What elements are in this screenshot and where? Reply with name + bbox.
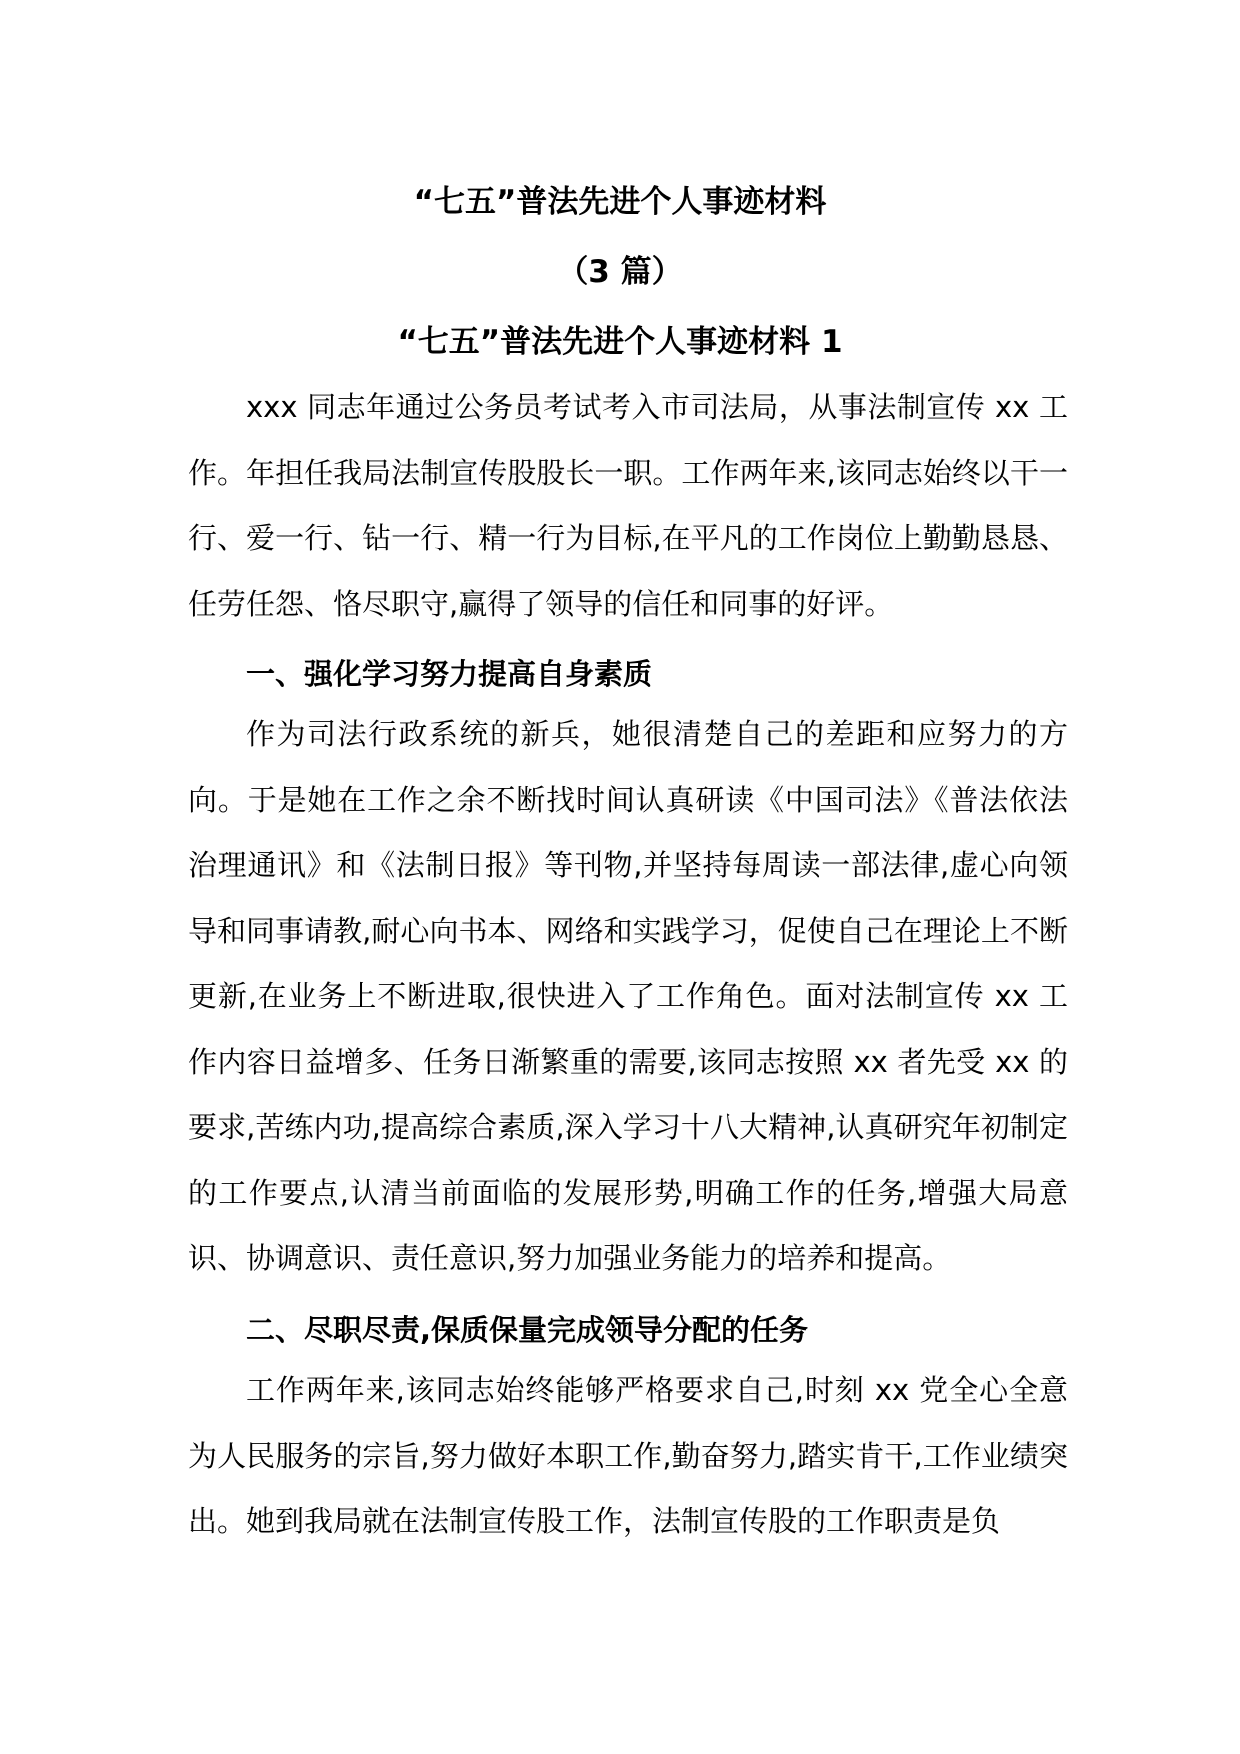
paragraph-study: 作为司法行政系统的新兵，她很清楚自己的差距和应努力的方向。于是她在工作之余不断找时间认真研读《中国司法》《普法依法治理通讯》和《法制日报》等刊物,并坚持每周读一部法律,虚心向领导和同事请教,耐心向书本、网络和实践学习，促使自己在理论上不断更新,在业务上不断进取,很快进入了工作角色。面对法制宣传 xx 工作内容日益增多、任务日渐繁重的需要,该同志按照 xx 者先受 xx 的要求,苦练内功,提高综合素质,深入学习十八大精神,认真研究年初制定的工作要点,认清当前面临的发展形势,明确工作的任务,增强大局意识、协调意识、责任意识,努力加强业务能力的培养和提高。 bbox=[188, 717, 1068, 1275]
document-title: “七五”普法先进个人事迹材料 bbox=[413, 184, 827, 220]
heading-study: 一、强化学习努力提高自身素质 bbox=[246, 657, 653, 691]
heading-duties: 二、尽职尽责,保质保量完成领导分配的任务 bbox=[246, 1313, 809, 1347]
paragraph-duties: 工作两年来,该同志始终能够严格要求自己,时刻 xx 党全心全意为人民服务的宗旨,努力做好本职工作,勤奋努力,踏实肯干,工作业绩突出。她到我局就在法制宣传股工作，法制宣传股的工作职责是负 bbox=[188, 1373, 1068, 1538]
document-subtitle: （3 篇） bbox=[557, 254, 683, 290]
paragraph-intro: xxx 同志年通过公务员考试考入市司法局，从事法制宣传 xx 工作。年担任我局法制宣传股股长一职。工作两年来,该同志始终以干一行、爱一行、钻一行、精一行为目标,在平凡的工作岗位上勤勤恳恳、任劳任怨、恪尽职守,赢得了领导的信任和同事的好评。 bbox=[188, 390, 1068, 621]
section-title: “七五”普法先进个人事迹材料 1 bbox=[397, 324, 843, 360]
